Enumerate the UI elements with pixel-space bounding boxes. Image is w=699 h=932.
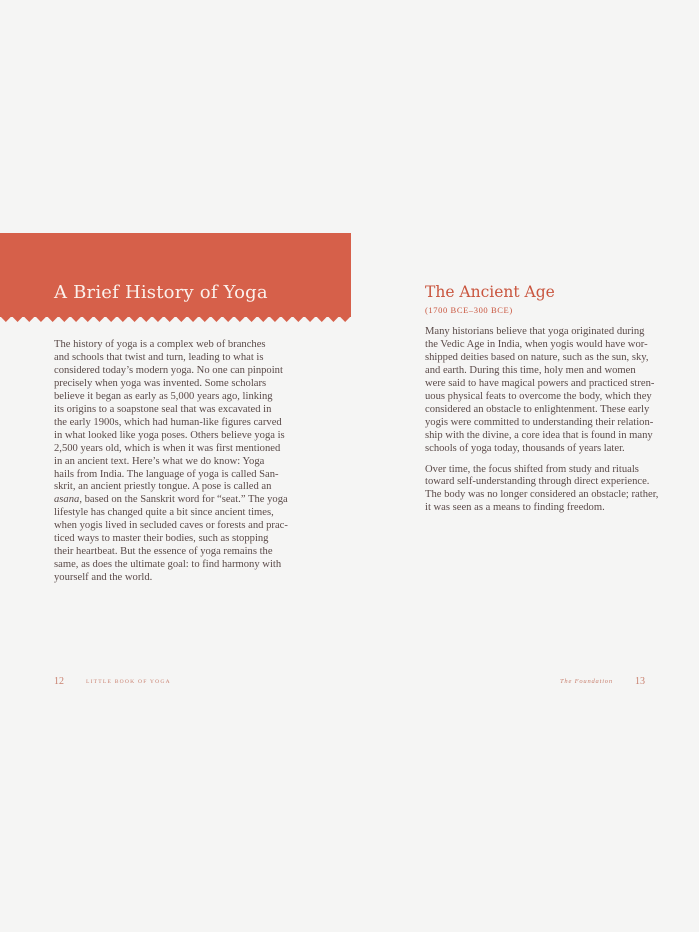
text-line: lifestyle has changed quite a bit since ancient times, [54, 507, 274, 519]
text-line: hails from India. The language of yoga is called San- [54, 468, 279, 480]
text-line: skrit, an ancient priestly tongue. A pose is called an [54, 481, 272, 493]
text-line: in what looked like yoga poses. Others believe yoga is [54, 429, 285, 441]
text-line: The history of yoga is a complex web of branches [54, 339, 266, 350]
text-line: ticed ways to master their bodies, such as stopping [54, 533, 269, 545]
section-date-range: (1700 BCE–300 BCE) [425, 305, 513, 315]
paragraph [425, 326, 658, 456]
text-line: 2,500 years old, which is when it was first mentioned [54, 442, 281, 454]
section-heading: The Ancient Age [425, 283, 555, 301]
right-body-text [425, 326, 658, 515]
chapter-title: A Brief History of Yoga [54, 282, 268, 303]
text-line: The body was no longer considered an obstacle; rather, [425, 489, 659, 501]
page-number-right: 13 [635, 676, 645, 687]
text-line: when yogis lived in secluded caves or forests and prac- [54, 520, 288, 532]
text-line: and earth. During this time, holy men and women [425, 364, 636, 376]
running-head-left: LITTLE BOOK OF YOGA [86, 679, 171, 685]
text-line: toward self-understanding through direct experience. [425, 476, 650, 488]
text-line: it was seen as a means to finding freedom. [425, 502, 605, 514]
text-line: its origins to a soapstone seal that was excavated in [54, 403, 272, 415]
text-line: yourself and the world. [54, 572, 153, 584]
text-line: Over time, the focus shifted from study and rituals [425, 463, 639, 475]
left-body-text [54, 339, 288, 585]
text-line: considered today’s modern yoga. No one can pinpoint [54, 364, 283, 376]
text-line: Many historians believe that yoga originated during [425, 326, 645, 337]
paragraph [425, 464, 658, 516]
text-line: shipped deities based on nature, such as the sun, sky, [425, 351, 649, 363]
page-number-left: 12 [54, 676, 64, 687]
text-line: the early 1900s, which had human-like figures carved [54, 416, 282, 428]
text-line: were said to have magical powers and practiced stren- [425, 377, 655, 389]
text-line: ship with the divine, a core idea that is found in many [425, 429, 653, 441]
text-line: same, as does the ultimate goal: to find harmony with [54, 559, 282, 571]
scalloped-edge [0, 316, 351, 324]
text-line: asana, based on the Sanskrit word for “seat.” The yoga [54, 494, 288, 506]
text-line: believe it began as early as 5,000 years ago, linking [54, 390, 273, 402]
running-head-right: The Foundation [560, 678, 613, 685]
text-line: the Vedic Age in India, when yogis would have wor- [425, 338, 648, 350]
title-banner [0, 233, 351, 317]
text-line: uous physical feats to overcome the body, which they [425, 390, 652, 402]
text-line: their heartbeat. But the essence of yoga remains the [54, 546, 273, 558]
text-line: and schools that twist and turn, leading to what is [54, 351, 264, 363]
text-line: considered an obstacle to enlightenment. These early [425, 403, 650, 415]
text-line: yogis were committed to understanding their relation- [425, 416, 654, 428]
text-line: schools of yoga today, thousands of years later. [425, 442, 625, 454]
text-line: in an ancient text. Here’s what we do know: Yoga [54, 455, 265, 467]
text-line: precisely when yoga was invented. Some scholars [54, 377, 267, 389]
